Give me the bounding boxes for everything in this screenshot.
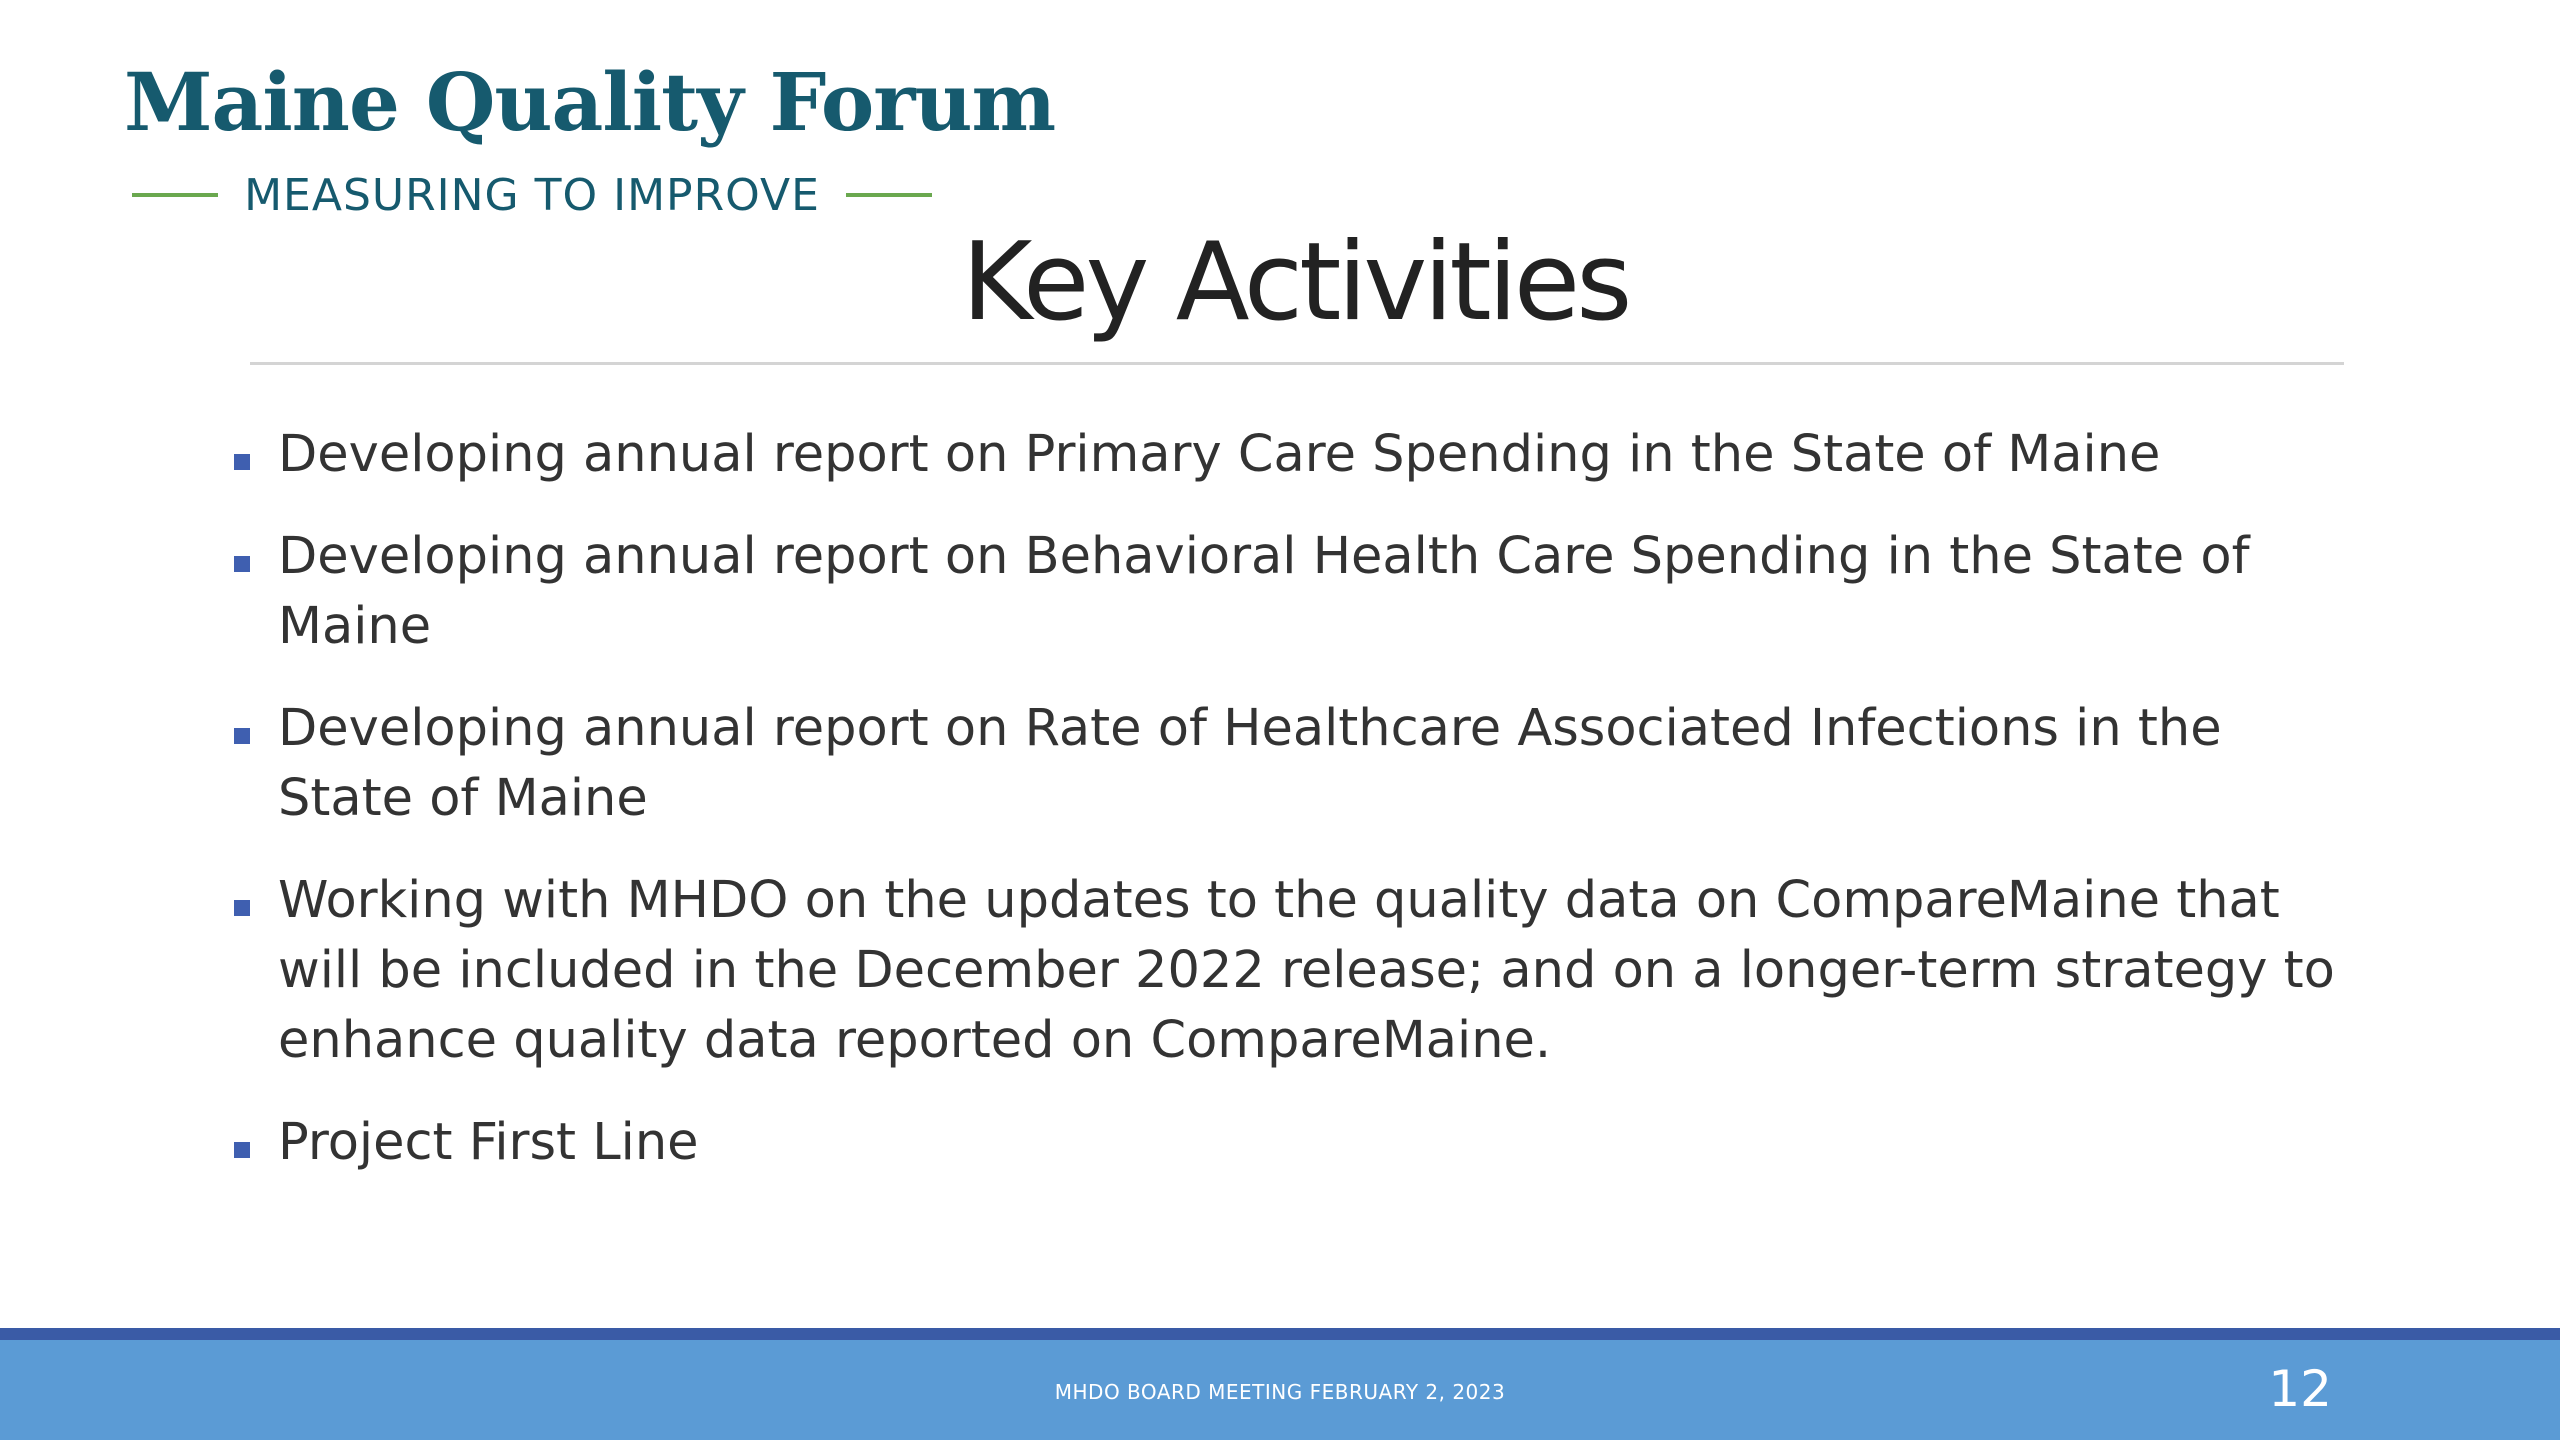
- bullet-text: Project First Line: [278, 1113, 699, 1172]
- bullet-item: [232, 694, 2352, 834]
- bullet-item: [232, 866, 2352, 1076]
- square-bullet-icon: [234, 728, 250, 744]
- square-bullet-icon: [234, 454, 250, 470]
- footer-accent-strip: [0, 1328, 2560, 1340]
- footer-meeting-label: MHDO BOARD MEETING FEBRUARY 2, 2023: [1054, 1380, 1506, 1404]
- maine-quality-forum-logo: [124, 52, 1056, 221]
- bullet-text: Developing annual report on Behavioral Health Care Spending in the State of Maine: [278, 527, 2250, 656]
- bullet-item: [232, 1108, 2352, 1178]
- bullet-text: Developing annual report on Rate of Healthcare Associated Infections in the State of Maine: [278, 699, 2222, 828]
- square-bullet-icon: [234, 556, 250, 572]
- logo-tagline: MEASURING TO IMPROVE: [244, 169, 820, 221]
- square-bullet-icon: [234, 900, 250, 916]
- logo-title: Maine Quality Forum: [124, 55, 1056, 149]
- bullet-item: [232, 420, 2352, 490]
- slide-title: Key Activities: [961, 220, 1629, 345]
- title-divider: [250, 362, 2344, 365]
- tagline-rule-left: [132, 193, 218, 197]
- footer-bar: [0, 1328, 2560, 1440]
- tagline-rule-right: [846, 193, 932, 197]
- bullet-text: Developing annual report on Primary Care Spending in the State of Maine: [278, 425, 2161, 484]
- page-number: 12: [2268, 1360, 2332, 1418]
- square-bullet-icon: [234, 1142, 250, 1158]
- bullet-item: [232, 522, 2352, 662]
- bullet-list: [232, 420, 2352, 1210]
- bullet-text: Working with MHDO on the updates to the quality data on CompareMaine that will be included in the December 2022 release; and on a longer-term strategy to enhance quality data reported on CompareMaine.: [278, 871, 2335, 1070]
